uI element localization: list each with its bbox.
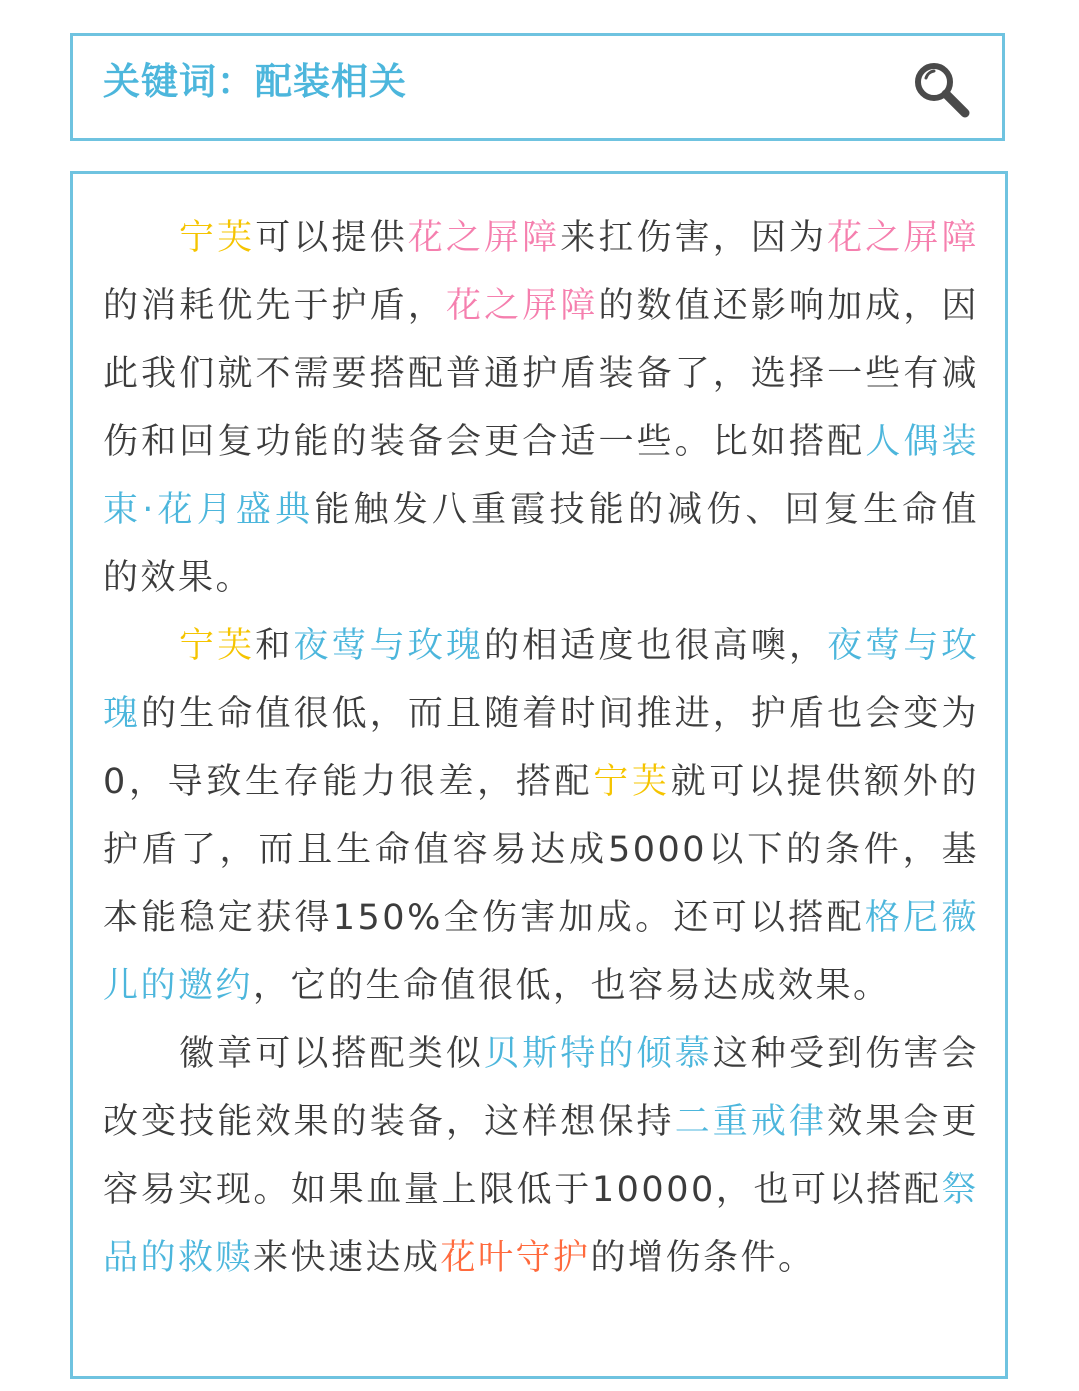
equipment-name: 夜莺与玫瑰 [293,626,484,666]
paragraph-text: 的相适度也很高噢， [483,626,828,666]
article-content [103,204,979,1292]
paragraph-text: 来扛伤害，因为 [560,218,828,258]
character-name: 宁芙 [593,762,671,802]
keyword-label: 关键词：配装相关 [103,60,407,103]
equipment-name: 二重戒律 [674,1102,828,1142]
equipment-name: 祭品的救赎 [103,1170,979,1278]
paragraph-text: 的生命值很低，而且随着时间推进，护盾也会变为0，导致生存能力很差，搭配 [103,694,979,802]
article-body [70,171,1008,1379]
paragraph-text: 效果会更容易实现。如果血量上限低于10000，也可以搭配 [103,1102,979,1210]
paragraph [103,612,979,1020]
paragraph-text: 的消耗优先于护盾， [103,286,447,326]
paragraph-text: 这种受到伤害会改变技能效果的装备，这样想保持 [103,1034,979,1142]
character-name: 宁芙 [179,218,256,258]
paragraph-text: 和 [255,626,294,666]
paragraph-text: 能触发八重霞技能的减伤、回复生命值的效果。 [103,490,979,598]
skill-name: 花之屏障 [446,286,599,326]
equipment-name: 贝斯特的倾慕 [483,1034,713,1074]
paragraph-text: 来快速达成 [253,1238,441,1278]
character-name: 宁芙 [179,626,256,666]
paragraph-text: ，它的生命值很低，也容易达成效果。 [253,966,891,1006]
equipment-name: 人偶装束·花月盛典 [103,422,979,530]
paragraph [103,204,979,612]
keyword-header [70,33,1005,141]
search-icon[interactable] [910,58,972,120]
effect-name: 花叶守护 [440,1238,591,1278]
paragraph-text: 就可以提供额外的护盾了，而且生命值容易达成5000以下的条件，基本能稳定获得150%全伤害加成。还可以搭配 [103,762,979,938]
equipment-name: 格尼薇儿的邀约 [103,898,979,1006]
skill-name: 花之屏障 [407,218,561,258]
equipment-name: 夜莺与玫瑰 [103,626,979,734]
paragraph-text: 可以提供 [255,218,408,258]
paragraph-text: 的数值还影响加成，因此我们就不需要搭配普通护盾装备了，选择一些有减伤和回复功能的装备会更合适一些。比如搭配 [103,286,979,462]
paragraph-text: 的增伤条件。 [590,1238,816,1278]
paragraph [103,1020,979,1292]
paragraph-text: 徽章可以搭配类似 [179,1034,484,1074]
skill-name: 花之屏障 [827,218,979,258]
